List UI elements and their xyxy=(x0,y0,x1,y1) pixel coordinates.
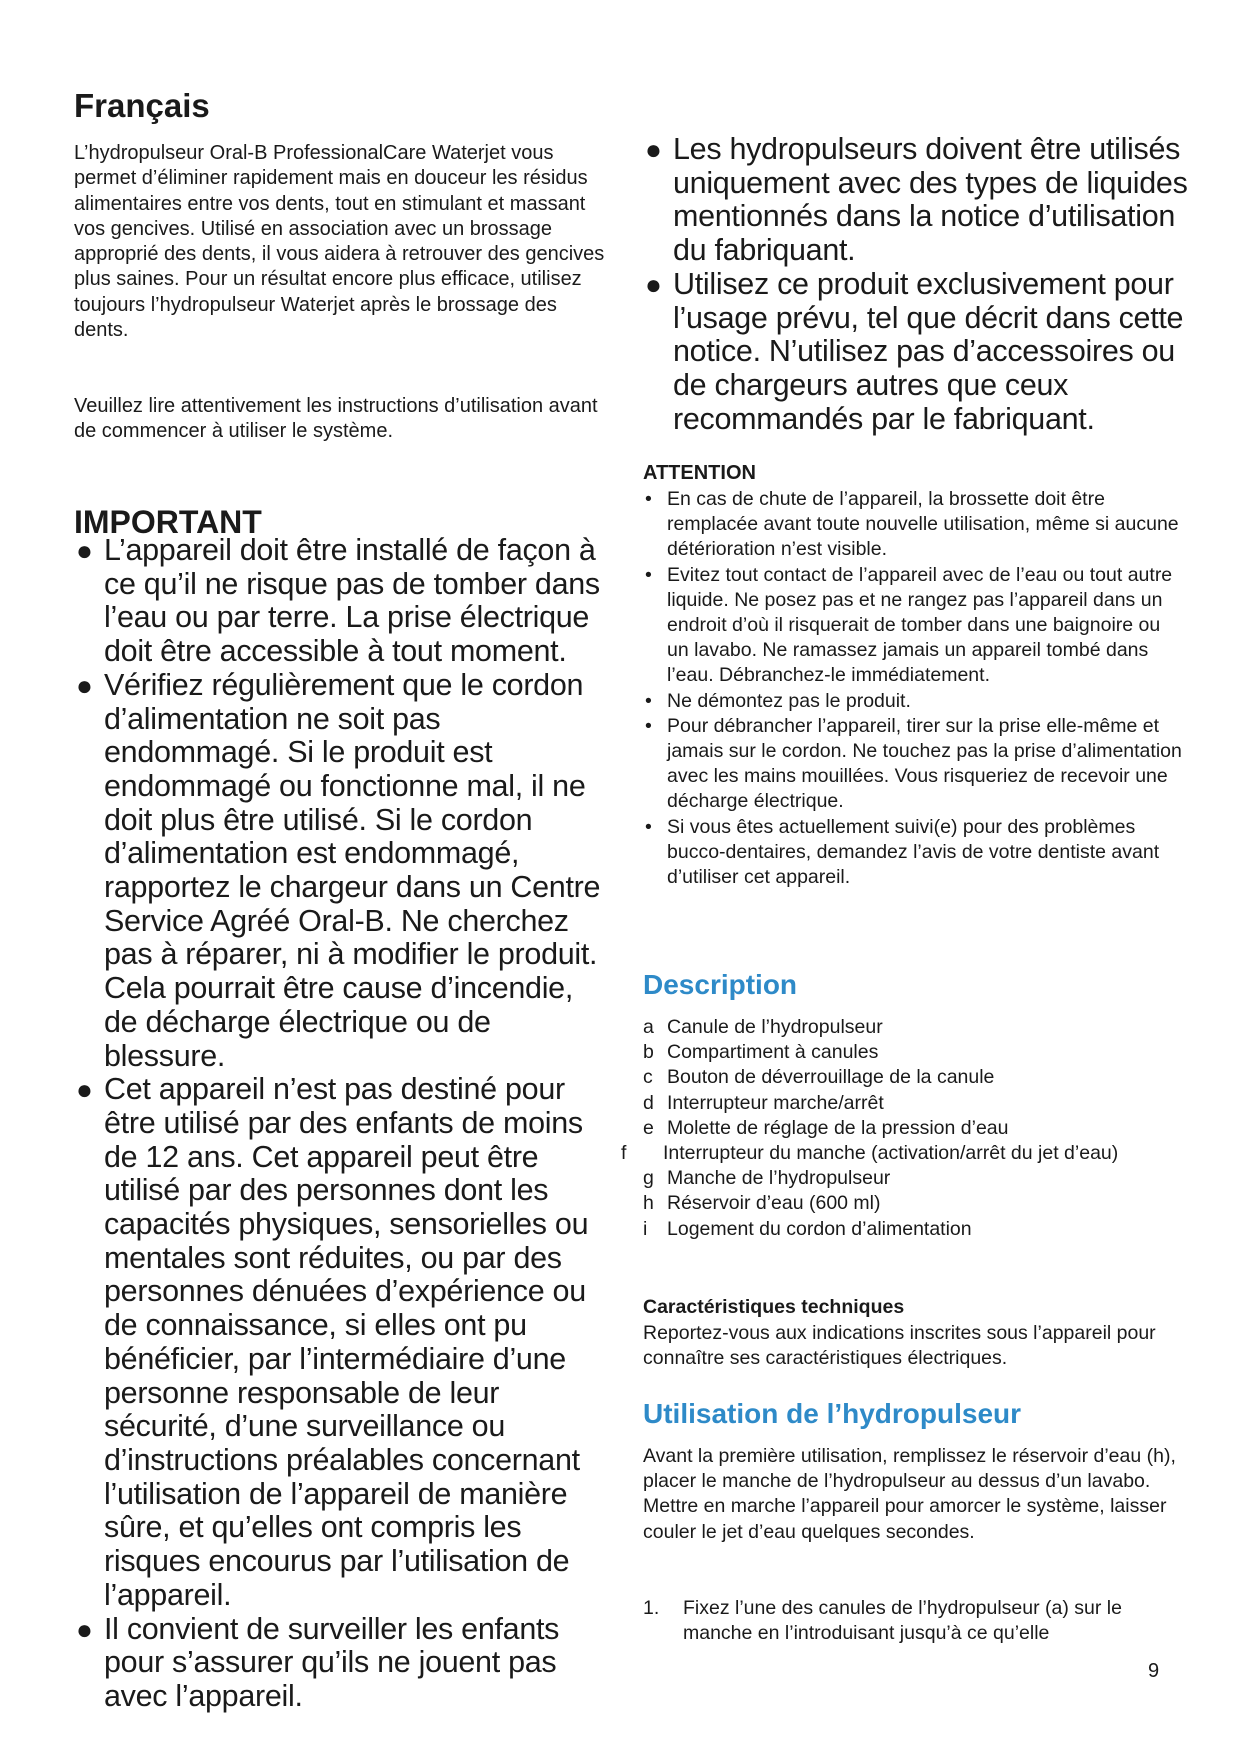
attention-item: • Pour débrancher l’appareil, tirer sur la prise elle-même et jamais sur le cordon. Ne touchez pas la prise d’alimentation avec les mains mouillées. Vous risqueriez de recevoir une décharge électrique. xyxy=(645,714,1182,813)
important-item: ● Utilisez ce produit exclusivement pour l’usage prévu, tel que décrit dans cette notice. N’utilisez pas d’accessoires ou de chargeurs autres que ceux recommandés par le fabriquant. xyxy=(645,266,1184,436)
important-heading: IMPORTANT xyxy=(74,504,262,540)
bullet-icon: ● xyxy=(76,669,93,701)
bullet-icon: • xyxy=(645,689,652,712)
attention-list xyxy=(643,487,1183,890)
description-item: d Interrupteur marche/arrêt xyxy=(643,1091,884,1114)
description-heading: Description xyxy=(643,969,798,1000)
bullet-icon: • xyxy=(645,815,652,838)
bullet-icon: ● xyxy=(645,268,662,300)
description-item: b Compartiment à canules xyxy=(643,1041,879,1064)
important-item: ● L’appareil doit être installé de façon à ce qu’il ne risque pas de tomber dans l’eau ou par terre. La prise électrique doit être accessible à tout moment. xyxy=(76,533,600,669)
bullet-icon: • xyxy=(645,714,652,737)
description-list xyxy=(621,1015,1183,1242)
specs-heading: Caractéristiques techniques xyxy=(643,1296,905,1318)
description-item: h Réservoir d’eau (600 ml) xyxy=(643,1192,881,1215)
attention-item: • Ne démontez pas le produit. xyxy=(643,689,1183,714)
description-item: i Logement du cordon d’alimentation xyxy=(643,1217,972,1240)
step-item: 1. Fixez l’une des canules de l’hydropulseur (a) sur le manche en l’introduisant jusqu’à ce qu’elle xyxy=(643,1597,1122,1645)
read-instructions-paragraph: Veuillez lire attentivement les instructions d’utilisation avant de commencer à utiliser le système. xyxy=(74,395,598,443)
bullet-icon: ● xyxy=(76,535,93,566)
description-item: c Bouton de déverrouillage de la canule xyxy=(643,1066,995,1089)
steps-list xyxy=(643,1596,1183,1646)
attention-item: • Si vous êtes actuellement suivi(e) pour des problèmes bucco-dentaires, demandez l’avis de votre dentiste avant d’utiliser cet appareil. xyxy=(645,815,1160,889)
description-item: a Canule de l’hydropulseur xyxy=(643,1016,883,1038)
bullet-icon: • xyxy=(645,488,652,510)
description-item: g Manche de l’hydropulseur xyxy=(643,1167,891,1190)
description-item: e Molette de réglage de la pression d’eau xyxy=(643,1116,1009,1139)
important-item: ● Les hydropulseurs doivent être utilisés uniquement avec des types de liquides mentionnés dans la notice d’utilisation du fabriquant. xyxy=(645,132,1188,268)
language-title: Français xyxy=(74,87,210,124)
intro-paragraph: L’hydropulseur Oral-B ProfessionalCare Waterjet vous permet d’éliminer rapidement mais en douceur les résidus alimentaires entre vos dents, tout en stimulant et massant vos gencives. Utilisé en association avec un brossage approprié des dents, il vous aidera à retrouver des gencives plus saines. Pour un résultat encore plus efficace, utilisez toujours l’hydropulseur Waterjet après le brossage des dents. xyxy=(74,142,605,342)
usage-paragraph: Avant la première utilisation, remplissez le réservoir d’eau (h), placer le manche de l’hydropulseur au dessus d’un lavabo. Mettre en marche l’appareil pour amorcer le système, laisser couler le jet d’eau quelques secondes. xyxy=(643,1445,1176,1543)
specs-paragraph: Reportez-vous aux indications inscrites sous l’appareil pour connaître ses caractéristiques électriques. xyxy=(643,1322,1156,1370)
attention-item: • Evitez tout contact de l’appareil avec de l’eau ou tout autre liquide. Ne posez pas et ne rangez pas l’appareil dans un endroit d’où il risquerait de tomber dans une baignoire ou un lavabo. Ne ramassez jamais un appareil tombé dans l’eau. Débranchez-le immédiatement. xyxy=(645,563,1173,687)
page-number: 9 xyxy=(1148,1660,1160,1682)
description-item: f Interrupteur du manche (activation/arrêt du jet d’eau) xyxy=(621,1142,1119,1165)
bullet-icon: • xyxy=(645,563,652,586)
attention-item: • En cas de chute de l’appareil, la brossette doit être remplacée avant toute nouvelle utilisation, même si aucune détérioration n’est visible. xyxy=(645,488,1179,561)
important-list xyxy=(74,534,614,1714)
important-item: ● Il convient de surveiller les enfants pour s’assurer qu’ils ne jouent pas avec l’appareil. xyxy=(76,1611,560,1713)
important-list-continued xyxy=(643,133,1188,436)
important-item: ● Vérifiez régulièrement que le cordon d’alimentation ne soit pas endommagé. Si le produit est endommagé ou fonctionne mal, il ne doit plus être utilisé. Si le cordon d’alimentation est endommagé, rapportez le chargeur dans un Centre Service Agréé Oral-B. Ne cherchez pas à réparer, ni à modifier le produit. Cela pourrait être cause d’incendie, de décharge électrique ou de blessure. xyxy=(76,667,601,1073)
usage-heading: Utilisation de l’hydropulseur xyxy=(643,1398,1022,1429)
bullet-icon: ● xyxy=(76,1074,93,1106)
attention-heading: ATTENTION xyxy=(643,462,756,484)
important-item: ● Cet appareil n’est pas destiné pour être utilisé par des enfants de moins de 12 ans. Cet appareil peut être utilisé par des personnes dont les capacités physiques, sensorielles ou mentales sont réduites, ou par des personnes dénuées d’expérience ou de connaissance, si elles ont pu bénéficier, par l’intermédiaire d’une personne responsable de leur sécurité, d’une surveillance ou d’instructions préalables concernant l’utilisation de l’appareil de manière sûre, et qu’elles ont compris les risques encourus par l’utilisation de l’appareil. xyxy=(76,1072,589,1612)
bullet-icon: ● xyxy=(645,134,662,165)
bullet-icon: ● xyxy=(76,1613,93,1645)
